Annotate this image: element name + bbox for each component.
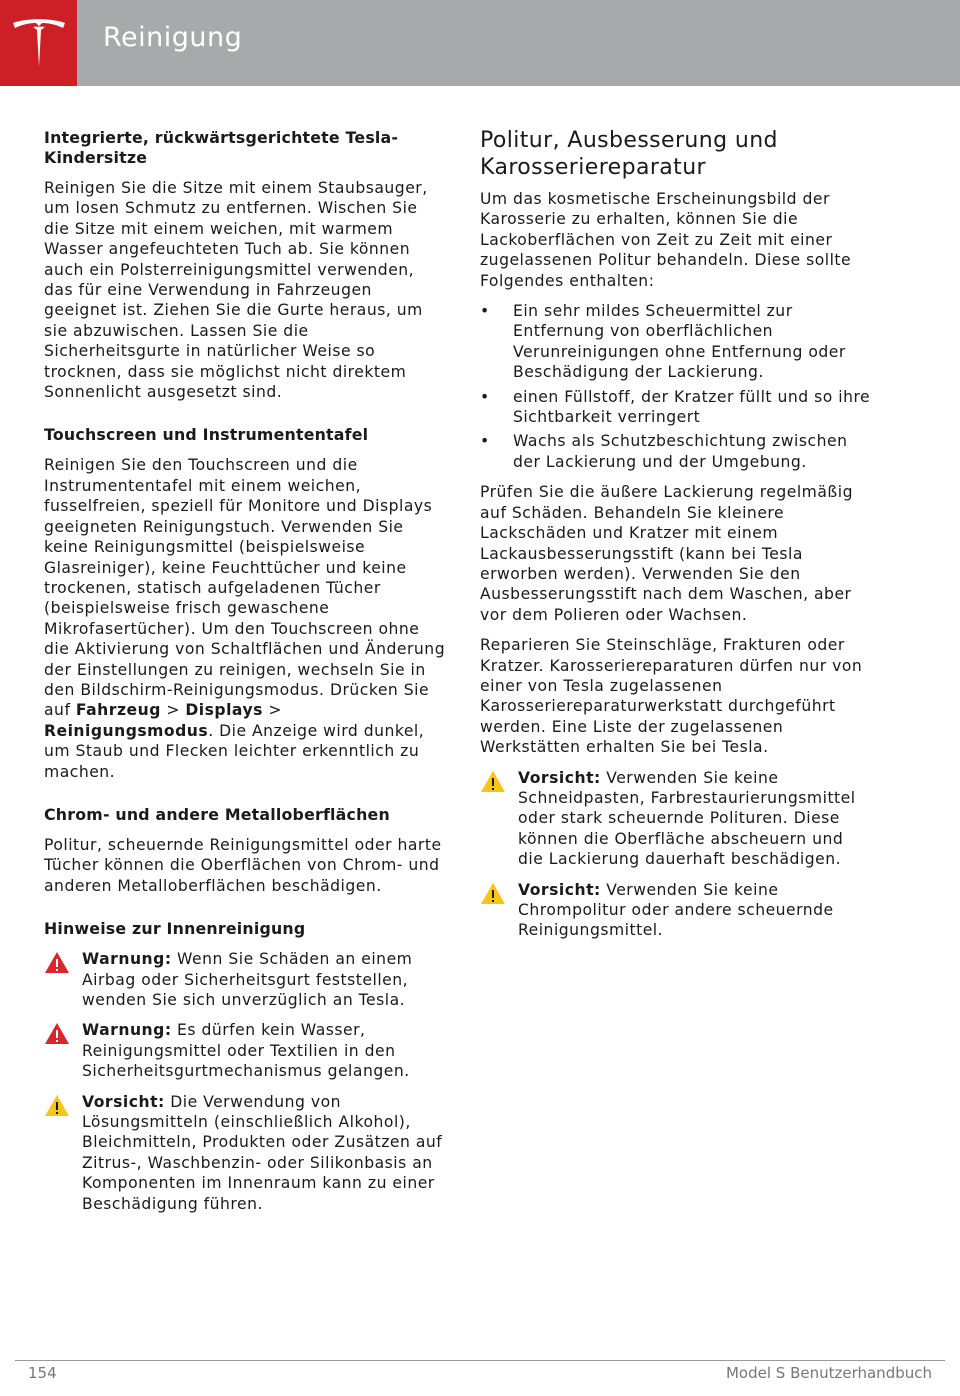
menu-path-fahrzeug: Fahrzeug: [75, 701, 161, 720]
warning-notice: Warnung: Wenn Sie Schäden an einem Airbag oder Sicherheitsgurt feststellen, wenden Sie sich unverzüglich an Tesla.: [44, 949, 446, 1010]
page-title: Reinigung: [103, 22, 243, 53]
paragraph-lackpflege: Prüfen Sie die äußere Lackierung regelmäßig auf Schäden. Behandeln Sie kleinere Lackschäden und Kratzer mit einem Lackausbesserungsstift (kann bei Tesla erworben werden). Verwenden Sie den Ausbesserungsstift nach dem Waschen, aber vor dem Polieren oder Wachsen.: [480, 483, 853, 624]
page-number: 154: [28, 1364, 57, 1382]
paragraph-chrom: Politur, scheuernde Reinigungsmittel oder harte Tücher können die Oberflächen von Chrom- und anderen Metalloberflächen beschädigen.: [44, 835, 442, 895]
logo-box: [0, 0, 77, 86]
caution-icon: [480, 770, 506, 793]
warning-notice: Warnung: Es dürfen kein Wasser, Reinigungsmittel oder Textilien in den Sicherheitsgurtmechanismus gelangen.: [44, 1020, 446, 1081]
list-item: • Ein sehr mildes Scheuermittel zur Entfernung von oberflächlichen Verunreinigungen ohne Entfernung oder Beschädigung der Lackierung.: [480, 302, 846, 382]
caution-notice: Vorsicht: Verwenden Sie keine Chrompolitur oder andere scheuernde Reinigungsmittel.: [480, 880, 872, 941]
section-heading-innenreinigung: Hinweise zur Innenreinigung: [44, 919, 306, 939]
paragraph-karosserie: Reparieren Sie Steinschläge, Frakturen oder Kratzer. Karosseriereparaturen dürfen nur von einer von Tesla zugelassenen Karosseriereparaturwerkstatt durchgeführt werden. Eine Liste der zugelassenen Werkstätten erhalten Sie bei Tesla.: [480, 636, 863, 757]
section-heading-touchscreen: Touchscreen und Instrumententafel: [44, 425, 369, 445]
caution-notice: Vorsicht: Verwenden Sie keine Schneidpasten, Farbrestaurierungsmittel oder stark scheuernde Polituren. Diese können die Oberfläche abscheuern und die Lackierung dauerhaft beschädigen.: [480, 768, 872, 870]
section-heading-kindersitze: Integrierte, rückwärtsgerichtete Tesla-Kindersitze: [44, 128, 399, 167]
footer-divider: [15, 1360, 945, 1361]
list-item: • Wachs als Schutzbeschichtung zwischen der Lackierung und der Umgebung.: [480, 432, 848, 471]
bullet-list: [480, 301, 872, 472]
menu-path-reinigungsmodus: Reinigungsmodus: [44, 721, 209, 740]
paragraph-kindersitze: Reinigen Sie die Sitze mit einem Staubsauger, um losen Schmutz zu entfernen. Wischen Sie die Sitze mit einem weichen, mit warmem Wasser angefeuchteten Tuch ab. Sie können auch ein Polsterreinigungsmittel verwenden, das für eine Verwendung in Fahrzeugen geeignet ist. Ziehen Sie die Gurte heraus, um sie abzuwischen. Lassen Sie die Sicherheitsgurte in natürlicher Weise so trocknen, dass sie möglichst nicht direktem Sonnenlicht ausgesetzt sind.: [44, 179, 428, 402]
page-header: [0, 0, 960, 86]
caution-icon: [480, 882, 506, 905]
menu-path-displays: Displays: [185, 701, 263, 720]
section-heading-politur: Politur, Ausbesserung und Karosseriereparatur: [480, 128, 778, 180]
tesla-logo-icon: [11, 17, 67, 69]
section-heading-chrom: Chrom- und andere Metalloberflächen: [44, 804, 390, 824]
left-column: [44, 128, 446, 1224]
list-item: • einen Füllstoff, der Kratzer füllt und so ihre Sichtbarkeit verringert: [480, 387, 871, 427]
paragraph-touchscreen: Reinigen Sie den Touchscreen und die Instrumententafel mit einem weichen, fusselfreien, speziell für Monitore und Displays geeigneten Reinigungstuch. Verwenden Sie keine Reinigungsmittel (beispielsweise Glasreiniger), keine Feuchttücher und keine trockenen, statisch aufgeladenen Tücher (beispielsweise frisch gewaschene Mikrofasertücher). Um den Touchscreen ohne die Aktivierung von Schaltflächen und Änderung der Einstellungen zu reinigen, wechseln Sie in den Bildschirm-Reinigungsmodus. Drücken Sie auf Fahrzeug > Displays > Reinigungsmodus. Die Anzeige wird dunkel, um Staub und Flecken leichter erkenntlich zu machen.: [44, 456, 446, 781]
caution-notice: Vorsicht: Die Verwendung von Lösungsmitteln (einschließlich Alkohol), Bleichmitteln, Produkten oder Zusätzen auf Zitrus-, Waschbenzin- oder Silikonbasis an Komponenten im Innenraum kann zu einer Beschädigung führen.: [44, 1092, 446, 1214]
warning-icon: [44, 951, 70, 974]
paragraph-politur-intro: Um das kosmetische Erscheinungsbild der Karosserie zu erhalten, können Sie die Lackoberflächen von Zeit zu Zeit mit einer zugelassenen Politur behandeln. Diese sollte Folgendes enthalten:: [480, 190, 852, 290]
warning-icon: [44, 1022, 70, 1045]
manual-title: Model S Benutzerhandbuch: [725, 1364, 932, 1382]
caution-icon: [44, 1094, 70, 1117]
right-column: [480, 128, 872, 951]
